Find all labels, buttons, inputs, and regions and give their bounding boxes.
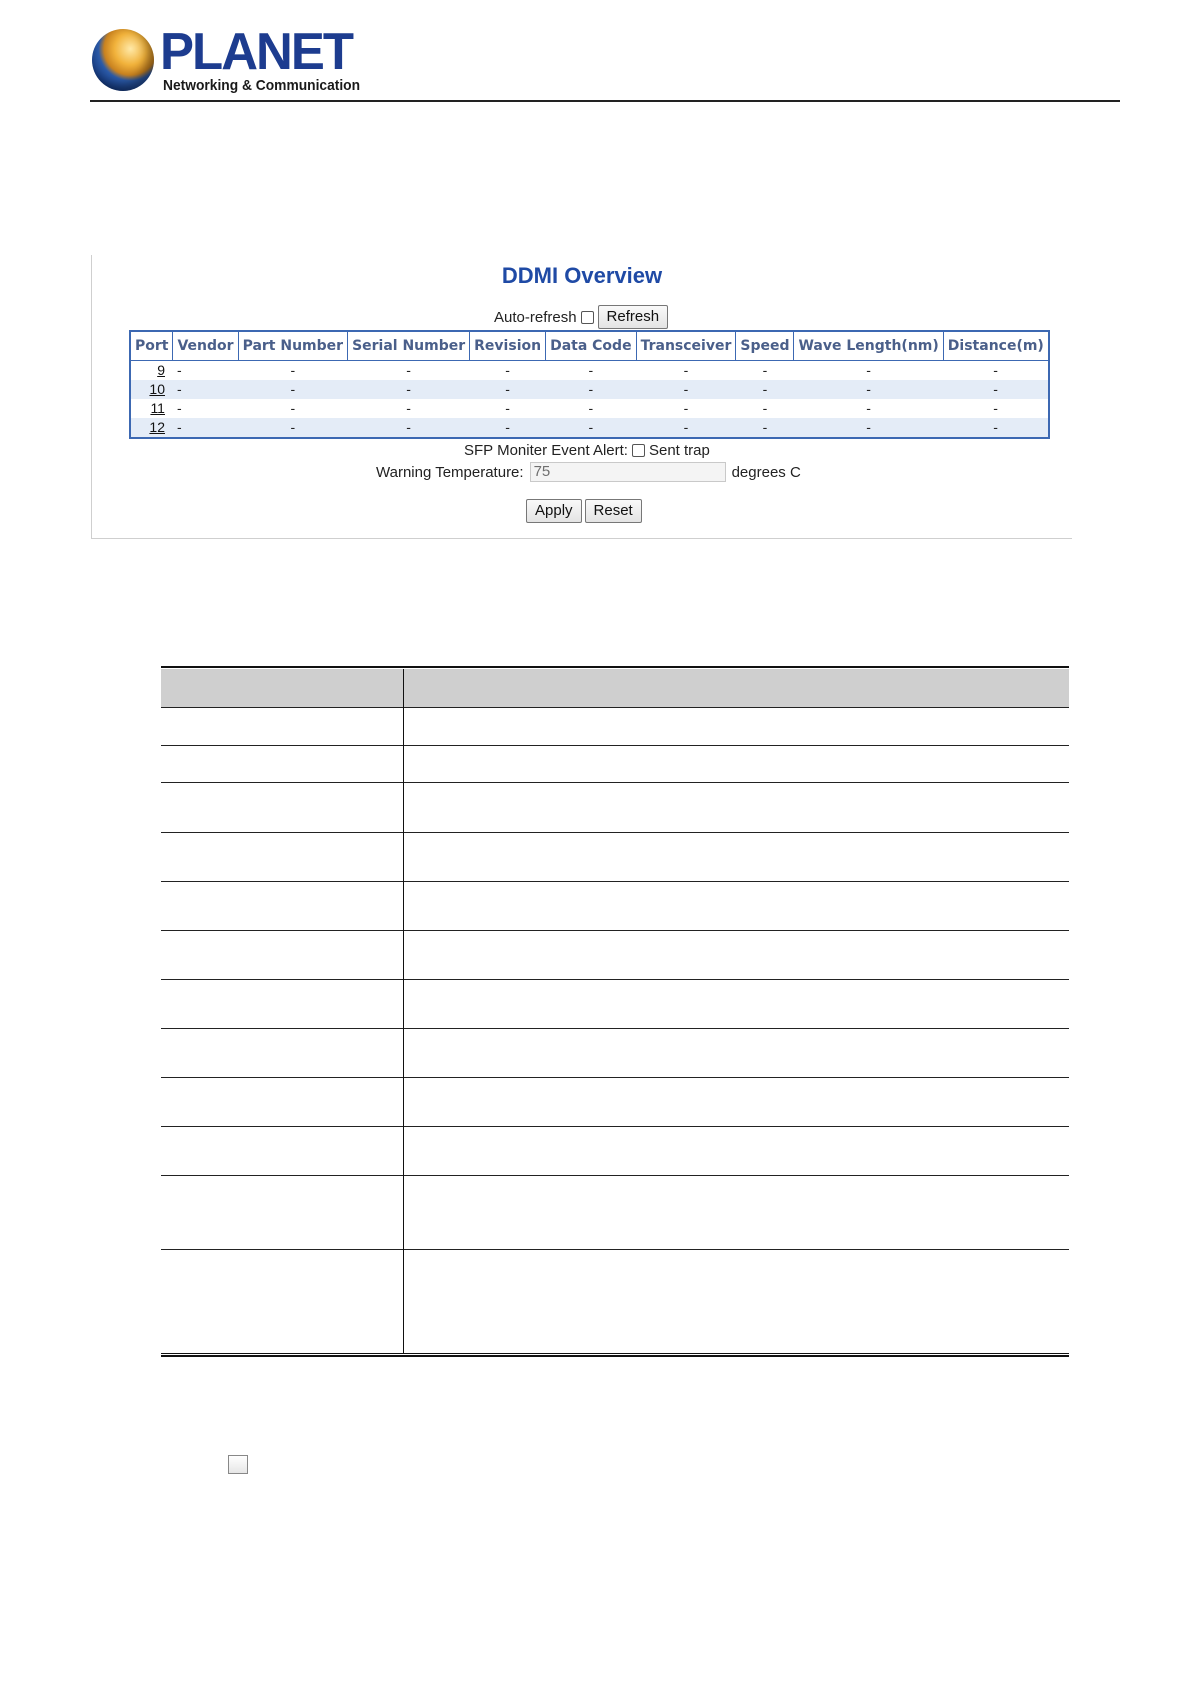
transceiver-cell: - <box>636 380 736 399</box>
port-cell <box>130 418 173 438</box>
table-row-divider <box>161 1028 1069 1029</box>
table-row-divider <box>161 1175 1069 1176</box>
port-cell <box>130 399 173 418</box>
globe-logo-icon <box>92 29 154 91</box>
transceiver-cell: - <box>683 400 689 416</box>
button-placeholder-icon <box>228 1455 248 1474</box>
warning-temperature-label: Warning Temperature: <box>376 463 524 481</box>
part-number-cell: - <box>238 418 348 438</box>
col-header-transceiver: Transceiver <box>636 331 736 361</box>
wave-length-cell: - <box>866 400 871 416</box>
table-header-row <box>130 331 1049 361</box>
ddmi-overview-panel <box>91 255 1072 539</box>
revision-cell: - <box>505 400 510 416</box>
header-divider <box>90 100 1120 102</box>
auto-refresh-label: Auto-refresh <box>494 308 577 326</box>
vendor-cell: - <box>173 418 238 438</box>
page-title: DDMI Overview <box>501 263 663 288</box>
sent-trap-label: Sent trap <box>648 441 710 459</box>
table-row-divider <box>161 1077 1069 1078</box>
sfp-alert-row <box>464 440 710 460</box>
col-header-vendor: Vendor <box>173 331 238 361</box>
revision-cell: - <box>470 418 546 438</box>
table-row-divider <box>161 832 1069 833</box>
distance-cell: - <box>993 400 998 416</box>
col-header-revision: Revision <box>470 331 546 361</box>
table-row <box>130 399 1049 418</box>
sent-trap-checkbox[interactable] <box>632 444 645 457</box>
distance-cell: - <box>993 362 998 378</box>
table-row-divider <box>161 745 1069 746</box>
table-row-divider <box>161 881 1069 882</box>
port-link[interactable]: 12 <box>149 419 165 435</box>
col-header-wave-length: Wave Length(nm) <box>794 331 943 361</box>
transceiver-cell: - <box>636 418 736 438</box>
table-row <box>130 380 1049 399</box>
planet-logo <box>92 23 361 96</box>
col-header-port: Port <box>130 331 173 361</box>
col-header-speed: Speed <box>736 331 794 361</box>
reset-button[interactable]: Reset <box>585 499 642 523</box>
ddmi-table <box>129 330 1050 439</box>
warning-temperature-input[interactable]: 75 <box>530 462 726 482</box>
table-top-rule <box>161 666 1069 668</box>
speed-cell: - <box>736 380 794 399</box>
brand-tagline: Networking & Communication <box>163 77 361 94</box>
revision-cell: - <box>505 362 510 378</box>
apply-button[interactable]: Apply <box>526 499 582 523</box>
port-link[interactable]: 10 <box>149 381 165 397</box>
refresh-button[interactable]: Refresh <box>598 305 669 329</box>
table-row-divider <box>161 1249 1069 1250</box>
col-header-part-number: Part Number <box>238 331 348 361</box>
port-link[interactable]: 11 <box>150 400 165 416</box>
table-row-divider <box>161 1126 1069 1127</box>
vendor-cell: - <box>176 362 182 378</box>
table-row <box>130 361 1049 381</box>
serial-number-cell: - <box>348 380 470 399</box>
description-table <box>161 666 1069 1358</box>
distance-cell: - <box>943 418 1049 438</box>
table-header-band <box>161 669 1069 707</box>
distance-cell: - <box>943 380 1049 399</box>
table-row-divider <box>161 979 1069 980</box>
speed-cell: - <box>762 400 768 416</box>
table-bottom-rule <box>161 1353 1069 1357</box>
serial-number-cell: - <box>406 400 411 416</box>
sfp-alert-label: SFP Moniter Event Alert: <box>464 441 628 459</box>
part-number-cell: - <box>238 380 348 399</box>
table-row-divider <box>161 707 1069 708</box>
data-code-cell: - <box>588 362 594 378</box>
degrees-label: degrees C <box>731 463 801 481</box>
auto-refresh-row <box>494 305 668 329</box>
speed-cell: - <box>762 362 768 378</box>
vendor-cell: - <box>176 400 182 416</box>
serial-number-cell: - <box>348 418 470 438</box>
col-header-distance: Distance(m) <box>943 331 1049 361</box>
data-code-cell: - <box>546 380 637 399</box>
table-row <box>130 418 1049 438</box>
warning-temperature-row <box>376 461 801 483</box>
speed-cell: - <box>736 418 794 438</box>
serial-number-cell: - <box>406 362 411 378</box>
auto-refresh-checkbox[interactable] <box>581 311 594 324</box>
col-header-serial-number: Serial Number <box>348 331 470 361</box>
vendor-cell: - <box>173 380 238 399</box>
port-cell <box>130 361 173 381</box>
port-cell <box>130 380 173 399</box>
wave-length-cell: - <box>794 380 943 399</box>
wave-length-cell: - <box>866 362 871 378</box>
table-row-divider <box>161 782 1069 783</box>
port-link[interactable]: 9 <box>157 362 165 378</box>
part-number-cell: - <box>290 400 296 416</box>
part-number-cell: - <box>290 362 296 378</box>
data-code-cell: - <box>588 400 594 416</box>
wave-length-cell: - <box>794 418 943 438</box>
table-column-divider <box>403 669 404 1353</box>
brand-name: PLANET <box>160 23 353 81</box>
data-code-cell: - <box>546 418 637 438</box>
transceiver-cell: - <box>683 362 689 378</box>
form-buttons <box>526 499 642 523</box>
revision-cell: - <box>470 380 546 399</box>
table-row-divider <box>161 930 1069 931</box>
col-header-data-code: Data Code <box>546 331 637 361</box>
